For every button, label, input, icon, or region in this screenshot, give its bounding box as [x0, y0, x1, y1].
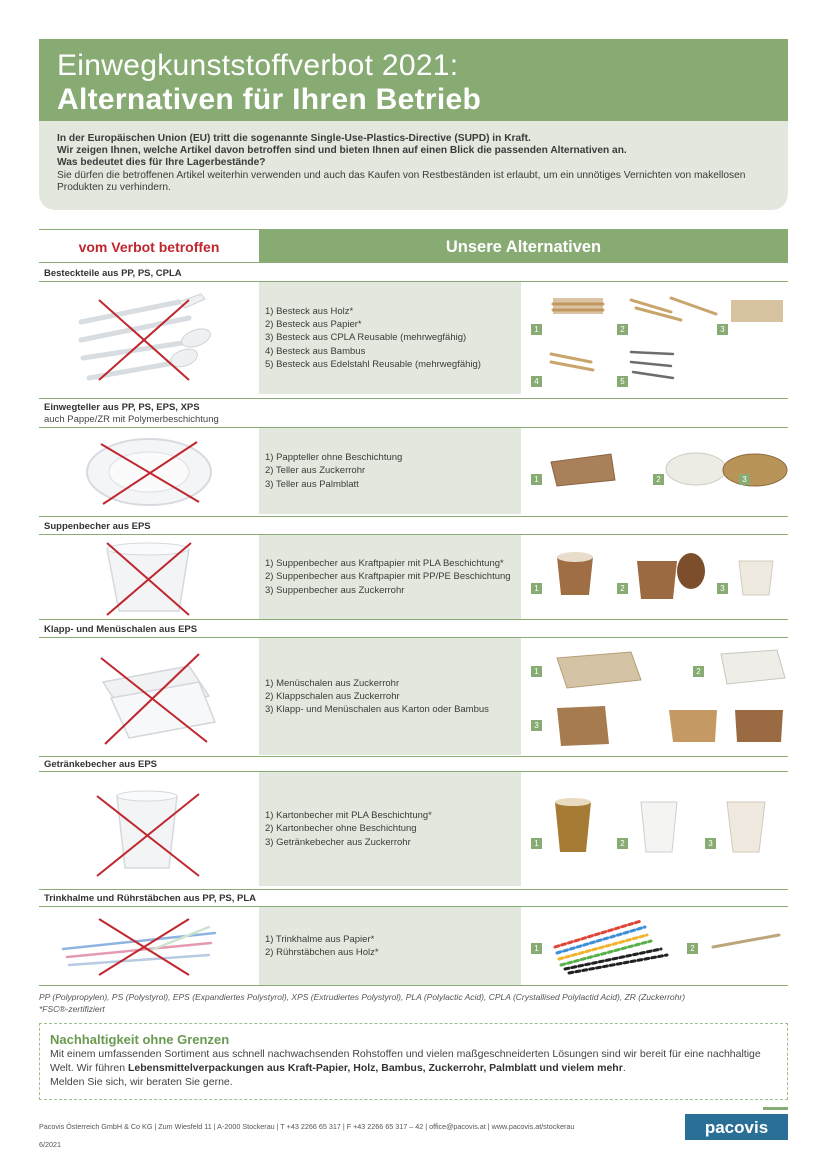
list-item: 1) Suppenbecher aus Kraftpapier mit PLA Beschichtung* — [265, 558, 504, 570]
banned-straws-image — [39, 907, 259, 985]
sustainability-contact: Melden Sie sich, wir beraten Sie gerne. — [50, 1076, 233, 1088]
list-item: 2) Teller aus Zuckerrohr — [265, 465, 366, 477]
banned-plate-image — [39, 428, 259, 514]
alternatives-list-soup-cups — [259, 535, 521, 619]
intro-answer: Sie dürfen die betroffenen Artikel weiterhin verwenden und auch das Kaufen von Restbeständen ist erlaubt, um ein unnötiges Vernichten von makellosen Produkten zu verhindern. — [57, 169, 746, 193]
list-item: 1) Menüschalen aus Zuckerrohr — [265, 677, 400, 689]
list-item: 1) Kartonbecher mit PLA Beschichtung* — [265, 810, 432, 822]
intro-question: Was bedeutet dies für Ihre Lagerbestände? — [57, 157, 266, 169]
section-row-straws — [39, 907, 788, 985]
column-header-affected: vom Verbot betroffen — [78, 239, 220, 255]
section-row-drink-cups — [39, 772, 788, 886]
divider — [39, 985, 788, 986]
footer-date: 6/2021 — [39, 1140, 61, 1149]
number-badge: 3 — [717, 583, 728, 594]
sustainability-text — [50, 1047, 777, 1075]
divider — [39, 619, 788, 620]
number-badge: 4 — [531, 376, 542, 387]
list-item: 3) Besteck aus CPLA Reusable (mehrwegfähig) — [265, 332, 467, 344]
pacovis-logo — [685, 1107, 788, 1140]
title-line-2: Alternativen für Ihren Betrieb — [57, 83, 482, 116]
fsc-note: *FSC®-zertifiziert — [39, 1003, 105, 1014]
list-item: 2) Rührstäbchen aus Holz* — [265, 947, 379, 958]
section-subtitle-plates: auch Pappe/ZR mit Polymerbeschichtung — [44, 414, 219, 425]
list-item: 2) Kartonbecher ohne Beschichtung — [265, 823, 417, 835]
sustainability-title: Nachhaltigkeit ohne Grenzen — [50, 1032, 230, 1047]
list-item: 2) Klappschalen aus Zuckerrohr — [265, 690, 400, 702]
number-badge: 1 — [531, 583, 542, 594]
title-line-1: Einwegkunststoffverbot 2021: — [57, 49, 459, 82]
list-item: 4) Besteck aus Bambus — [265, 345, 366, 357]
intro-line-2: Wir zeigen Ihnen, welche Artikel davon betroffen sind und bieten Ihnen auf einen Blick die passenden Alternativen an. — [57, 145, 627, 157]
section-row-soup-cups — [39, 535, 788, 619]
alternatives-images-plates — [521, 428, 788, 514]
logo-text: pacovis — [704, 1118, 769, 1137]
list-item: 3) Teller aus Palmblatt — [265, 478, 359, 490]
banned-drink-cup-image — [39, 772, 259, 886]
number-badge: 2 — [617, 838, 628, 849]
section-title-soup-cups: Suppenbecher aus EPS — [44, 521, 151, 532]
alternatives-list-drink-cups — [259, 772, 521, 886]
alternatives-list-containers — [259, 638, 521, 755]
list-item: 5) Besteck aus Edelstahl Reusable (mehrwegfähig) — [265, 358, 481, 370]
section-title-containers: Klapp- und Menüschalen aus EPS — [44, 624, 198, 635]
number-badge: 2 — [653, 474, 664, 485]
number-badge: 2 — [617, 324, 628, 335]
section-row-containers — [39, 638, 788, 755]
section-row-plates — [39, 428, 788, 514]
list-item: 3) Klapp- und Menüschalen aus Karton oder Bambus — [265, 704, 489, 716]
banned-cutlery-image — [39, 282, 259, 394]
abbreviations: PP (Polypropylen), PS (Polystyrol), EPS (Expandiertes Polystyrol), XPS (Extrudiertes Polystyrol), PLA (Polylactic Acid), CPLA (Crystallised Polylactid Acid), ZR (Zuckerrohr) — [39, 992, 686, 1002]
number-badge: 1 — [531, 943, 542, 954]
number-badge: 2 — [617, 583, 628, 594]
page-header — [39, 39, 788, 121]
number-badge: 3 — [531, 720, 542, 731]
column-header-alternatives: Unsere Alternativen — [259, 230, 788, 262]
intro-line-1: In der Europäischen Union (EU) tritt die sogenannte Single-Use-Plastics-Directive (SUPD) in Kraft. — [57, 133, 531, 144]
intro-box — [39, 121, 788, 210]
section-title-cutlery: Besteckteile aus PP, PS, CPLA — [44, 268, 182, 279]
sustainability-box — [39, 1023, 788, 1100]
sustainability-text-2: . — [622, 1062, 626, 1074]
alternatives-list-straws — [259, 907, 521, 985]
list-item: 2) Suppenbecher aus Kraftpapier mit PP/PE Beschichtung — [265, 571, 511, 583]
banned-soup-cup-image — [39, 535, 259, 619]
divider — [39, 756, 788, 757]
table-header — [39, 229, 788, 263]
sustainability-text-bold: Lebensmittelverpackungen aus Kraft-Papier, Holz, Bambus, Zuckerrohr, Palmblatt und vielem mehr — [128, 1062, 623, 1074]
alternatives-images-cutlery — [521, 282, 788, 394]
number-badge: 1 — [531, 838, 542, 849]
number-badge: 3 — [739, 474, 750, 485]
alternatives-list-plates — [259, 428, 521, 514]
footnotes — [39, 992, 788, 1015]
alternatives-list-cutlery — [259, 282, 521, 394]
banned-container-image — [39, 638, 259, 755]
number-badge: 2 — [693, 666, 704, 677]
divider — [39, 516, 788, 517]
alternatives-images-containers — [521, 638, 788, 755]
divider — [39, 889, 788, 890]
list-item: 3) Getränkebecher aus Zuckerrohr — [265, 836, 411, 848]
list-item: 1) Pappteller ohne Beschichtung — [265, 452, 403, 464]
number-badge: 1 — [531, 666, 542, 677]
list-item: 1) Trinkhalme aus Papier* — [265, 933, 375, 945]
alternatives-images-soup-cups — [521, 535, 788, 619]
section-title-drink-cups: Getränkebecher aus EPS — [44, 759, 157, 770]
section-title-straws: Trinkhalme und Rührstäbchen aus PP, PS, PLA — [44, 893, 257, 904]
number-badge: 1 — [531, 324, 542, 335]
alternatives-images-straws — [521, 907, 788, 985]
number-badge: 3 — [705, 838, 716, 849]
number-badge: 1 — [531, 474, 542, 485]
footer-address: Pacovis Österreich GmbH & Co KG | Zum Wiesfeld 11 | A-2000 Stockerau | T +43 2266 65 317 | F +43 2266 65 317 – 42 | office@pacovis.at | www.pacovis.at/stockerau — [39, 1122, 575, 1131]
list-item: 2) Besteck aus Papier* — [265, 319, 362, 331]
sustainability-text-1: Mit einem umfassenden Sortiment aus schnell nachwachsenden Rohstoffen und vielen maßgeschneiderten Lösungen sind wir bereit für eine nachhaltige Welt. Wir führen — [50, 1048, 761, 1074]
section-title-plates: Einwegteller aus PP, PS, EPS, XPS — [44, 402, 200, 413]
divider — [39, 398, 788, 399]
alternatives-images-drink-cups — [521, 772, 788, 886]
list-item: 1) Besteck aus Holz* — [265, 305, 354, 317]
number-badge: 2 — [687, 943, 698, 954]
section-row-cutlery — [39, 282, 788, 394]
list-item: 3) Suppenbecher aus Zuckerrohr — [265, 584, 405, 596]
number-badge: 5 — [617, 376, 628, 387]
number-badge: 3 — [717, 324, 728, 335]
